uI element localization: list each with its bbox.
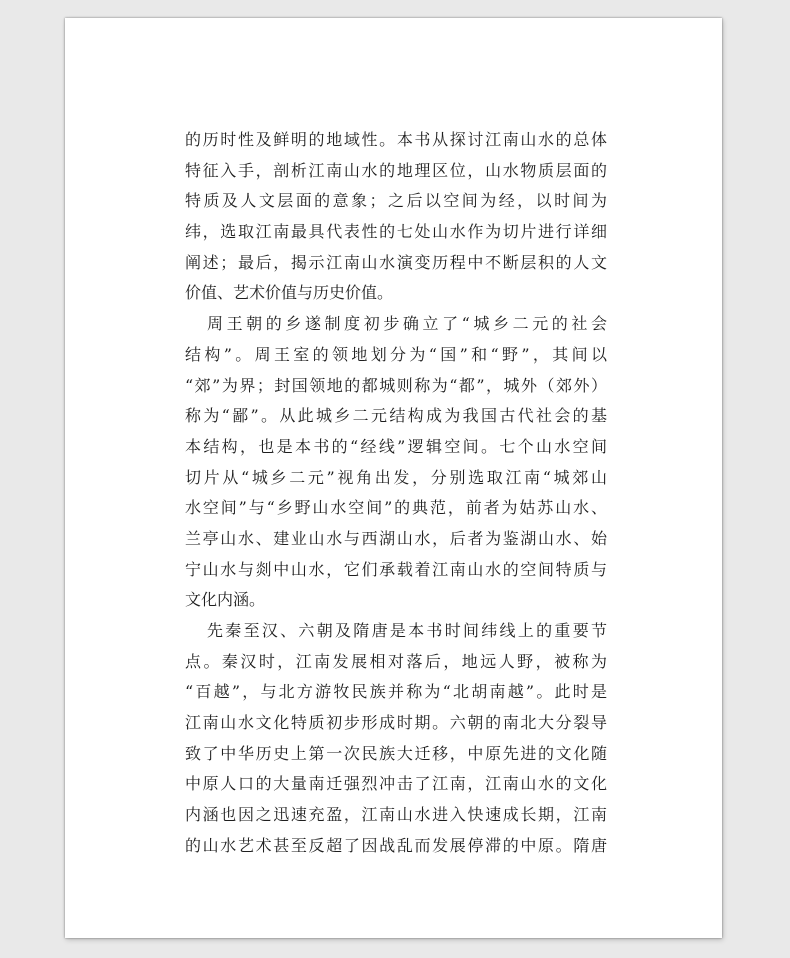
text-line: “郊”为界；封国领地的都城则称为“都”，城外（郊外） (185, 375, 607, 395)
text-line: 称为“鄙”。从此城乡二元结构成为我国古代社会的基 (185, 406, 607, 426)
text-line: “百越”，与北方游牧民族并称为“北胡南越”。此时是 (185, 682, 607, 702)
text-line: 内涵也因之迅速充盈，江南山水进入快速成长期，江南 (185, 805, 607, 825)
text-line: 致了中华历史上第一次民族大迁移，中原先进的文化随 (185, 743, 607, 763)
text-line: 宁山水与剡中山水，它们承载着江南山水的空间特质与 (185, 559, 607, 579)
text-line: 周王朝的乡遂制度初步确立了“城乡二元的社会 (207, 314, 607, 334)
text-line: 水空间”与“乡野山水空间”的典范，前者为姑苏山水、 (185, 498, 607, 518)
paragraph (185, 309, 607, 616)
text-line: 结构”。周王室的领地划分为“国”和“野”，其间以 (185, 344, 607, 364)
text-line: 的历时性及鲜明的地域性。本书从探讨江南山水的总体 (185, 130, 607, 149)
text-line: 先秦至汉、六朝及隋唐是本书时间纬线上的重要节 (207, 621, 607, 640)
text-line: 中原人口的大量南迁强烈冲击了江南，江南山水的文化 (185, 774, 607, 794)
text-line: 点。秦汉时，江南发展相对落后，地远人野，被称为 (185, 651, 607, 671)
paragraph (185, 616, 607, 862)
book-page (65, 18, 722, 938)
text-line: 江南山水文化特质初步形成时期。六朝的南北大分裂导 (185, 713, 607, 733)
text-line: 本结构，也是本书的“经线”逻辑空间。七个山水空间 (185, 436, 607, 456)
text-line: 兰亭山水、建业山水与西湖山水，后者为鉴湖山水、始 (185, 528, 607, 548)
text-line: 价值、艺术价值与历史价值。 (185, 283, 394, 303)
text-line: 文化内涵。 (185, 590, 266, 610)
text-line: 切片从“城乡二元”视角出发，分别选取江南“城郊山 (185, 467, 607, 487)
paragraph (185, 125, 607, 309)
text-line: 特征入手，剖析江南山水的地理区位，山水物质层面的 (185, 160, 607, 180)
text-line: 阐述；最后，揭示江南山水演变历程中不断层积的人文 (185, 252, 607, 272)
text-line: 特质及人文层面的意象；之后以空间为经，以时间为 (185, 191, 607, 211)
text-line: 的山水艺术甚至反超了因战乱而发展停滞的中原。隋唐 (185, 835, 607, 855)
text-line: 纬，选取江南最具代表性的七处山水作为切片进行详细 (185, 222, 607, 242)
body-text (185, 125, 607, 862)
